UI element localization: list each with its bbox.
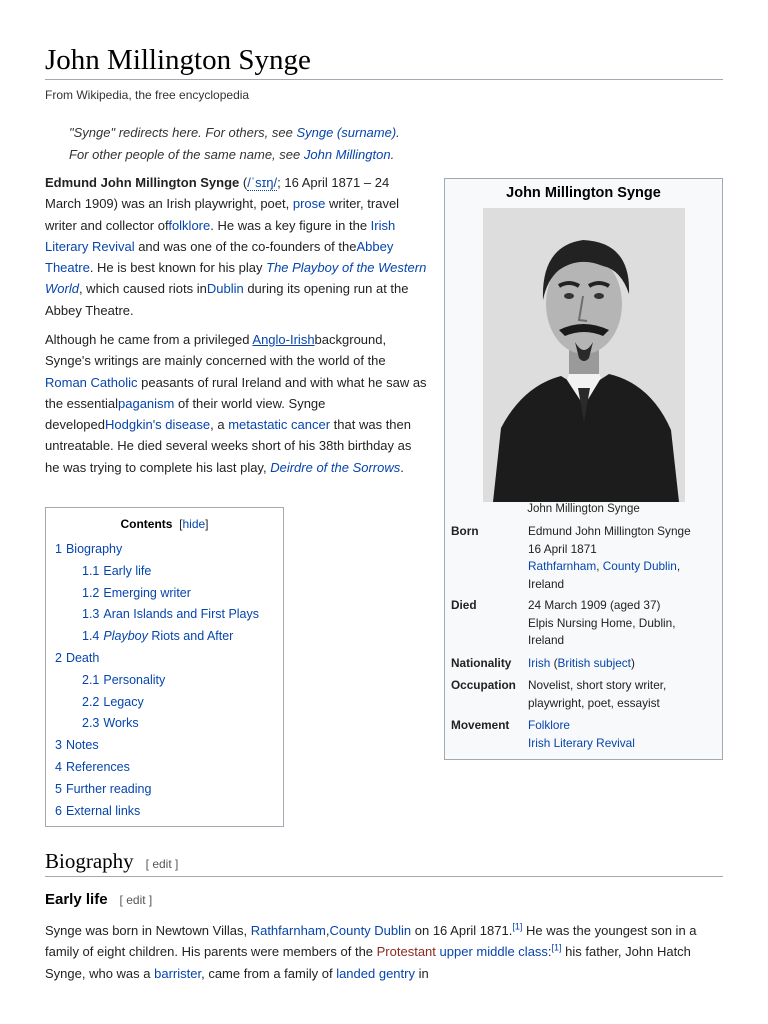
toc-list <box>46 539 283 822</box>
portrait-photo[interactable] <box>483 208 685 502</box>
toc-hide-link[interactable]: hide <box>182 517 206 531</box>
link-folklore-movement[interactable]: Folklore <box>528 718 570 732</box>
link-roman-catholic[interactable]: Roman Catholic <box>45 374 138 390</box>
hatnote-millington: For other people of the same name, see John Millington. <box>69 147 395 162</box>
link-john-millington[interactable]: John Millington <box>303 147 391 162</box>
link-rathfarnham-body[interactable]: Rathfarnham <box>250 923 326 938</box>
edit-biography-link[interactable]: [ edit ] <box>145 857 179 871</box>
biography-divider <box>45 876 723 877</box>
toc-item-biography[interactable]: 1 Biography <box>55 542 123 556</box>
link-prose[interactable]: prose <box>292 196 326 212</box>
edit-early-life-link[interactable]: [ edit ] <box>119 893 153 907</box>
ref-1[interactable]: [1] <box>512 921 523 932</box>
toc-item-further-reading[interactable]: 5 Further reading <box>55 781 152 796</box>
toc-item-notes[interactable]: 3 Notes <box>55 738 99 753</box>
ref-1b[interactable]: [1] <box>551 942 562 953</box>
toc-item-aran-islands[interactable]: 1.3 Aran Islands and First Plays <box>82 607 260 622</box>
link-protestant[interactable]: Protestant <box>376 944 436 960</box>
link-irish-literary-revival-movement[interactable]: Irish Literary Revival <box>528 735 635 750</box>
link-playboy[interactable]: The Playboy of the Western World <box>45 260 427 297</box>
heading-biography: Biography [ edit ] <box>45 849 179 873</box>
intro-paragraph: Edmund John Millington Synge (/ˈsɪŋ/; 16 April 1871 – 24 March 1909) was an Irish playwright, poet, prose writer, travel writer and collector offolklore. He was a key figure in the Irish Literary Revival and was one of the co-founders of theAbbey Theatre. He is best known for his play The Playboy of the Western World, which caused riots inDublin during its opening run at the Abbey Theatre. <box>45 175 427 318</box>
link-deirdre[interactable]: Deirdre of the Sorrows <box>270 459 401 475</box>
link-hodgkins-disease[interactable]: Hodgkin's disease <box>105 417 211 433</box>
link-synge-surname[interactable]: Synge (surname) <box>296 125 397 140</box>
link-metastatic-cancer[interactable]: metastatic cancer <box>228 417 331 433</box>
link-irish-literary-revival[interactable]: Irish Literary Revival <box>45 217 396 254</box>
early-life-paragraph: Synge was born in Newtown Villas, Rathfarnham,County Dublin on 16 April 1871.[1] He was the youngest son in a family of eight children. His parents were members of the Protestant upper middle class:[1] his father, John Hatch Synge, who was a barrister, came from a family of landed gentry in <box>45 921 697 981</box>
toc-item-legacy[interactable]: 2.2 Legacy <box>82 694 144 709</box>
link-upper-middle-class[interactable]: upper middle class <box>439 944 548 960</box>
toc-item-references[interactable]: 4 References <box>55 759 130 774</box>
link-folklore[interactable]: folklore <box>168 217 211 233</box>
link-anglo-irish[interactable]: Anglo-Irish <box>252 332 315 347</box>
toc-item-emerging-writer[interactable]: 1.2 Emerging writer <box>82 585 191 600</box>
portrait-caption: John Millington Synge <box>527 503 640 515</box>
link-british-subject[interactable]: British subject <box>557 656 631 670</box>
hatnote-synge: "Synge" redirects here. For others, see Synge (surname). <box>69 125 400 140</box>
infobox-title: John Millington Synge <box>506 185 661 201</box>
tagline: From Wikipedia, the free encyclopedia <box>45 88 250 102</box>
link-rathfarnham[interactable]: Rathfarnham <box>528 559 597 573</box>
link-barrister[interactable]: barrister <box>154 965 202 981</box>
toc-item-early-life[interactable]: 1.1 Early life <box>82 563 152 578</box>
toc-item-death[interactable]: 2 Death <box>55 650 100 665</box>
title-divider <box>45 79 723 80</box>
toc-item-personality[interactable]: 2.1 Personality <box>82 672 166 687</box>
link-landed-gentry[interactable]: landed gentry <box>336 965 415 981</box>
link-dublin[interactable]: Dublin <box>206 281 244 297</box>
link-ipa[interactable]: /ˈsɪŋ/ <box>247 175 278 190</box>
table-of-contents <box>45 507 284 827</box>
link-abbey-theatre[interactable]: Abbey Theatre <box>45 238 394 276</box>
link-county-dublin[interactable]: County Dublin <box>602 559 677 573</box>
toc-item-external-links[interactable]: 6 External links <box>55 803 141 818</box>
link-county-dublin-body[interactable]: County Dublin <box>329 923 412 938</box>
heading-early-life: Early life [ edit ] <box>45 891 153 908</box>
toc-item-playboy-riots[interactable]: 1.4 Playboy Riots and After <box>82 629 234 644</box>
second-paragraph: Although he came from a privileged Anglo-Irishbackground, Synge's writings are mainly concerned with the world of the Roman Catholic peasants of rural Ireland and with what he saw as the essentialpaganism of their world view. Synge developedHodgkin's disease, a metastatic cancer that was then untreatable. He died several weeks short of his 38th birthday as he was trying to complete his last play, Deirdre of the Sorrows. <box>45 332 427 475</box>
infobox: John Millington Synge John Millington Synge Born Edmund John Millington Synge 16 April 1871 Rathfarnham, County Dublin, Ireland Died 24 March 1909 (aged 37) Elpis Nursing Home, Dublin, Ireland Nationality Irish (British subject) Occupation Novelist, short story writer, playwright, poet, essayist Movement Folklore Irish Literary Revival <box>444 178 723 760</box>
toc-item-works[interactable]: 2.3 Works <box>82 716 139 731</box>
link-paganism[interactable]: paganism <box>118 395 175 411</box>
link-irish[interactable]: Irish <box>528 656 551 670</box>
page-title: John Millington Synge <box>45 44 311 76</box>
toc-title: Contents [hide] <box>120 517 209 531</box>
